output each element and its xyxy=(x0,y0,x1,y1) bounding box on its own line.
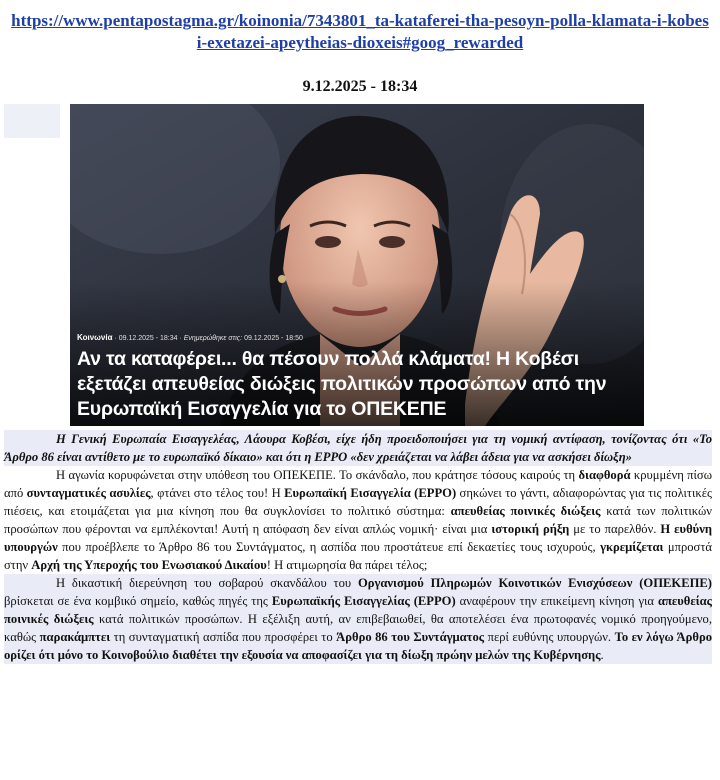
p2-text: Η αγωνία κορυφώνεται στην υπόθεση του ΟΠΕΚΕΠΕ. Το σκάνδαλο, που κράτησε τόσους καιρούς τη xyxy=(56,468,579,482)
hero-image xyxy=(70,104,644,426)
p3-bold: Ευρωπαϊκής Εισαγγελίας (ΕΡΡΟ) xyxy=(271,594,456,608)
source-url-link[interactable]: https://www.pentapostagma.gr/koinonia/7343801_ta-kataferei-tha-pesoyn-polla-klamata-i-kobesi-exetazei-apeytheias-dioxeis#goog_rewarded xyxy=(11,11,709,52)
p2-bold: Η ευθύνη υπουργών xyxy=(4,522,712,554)
p3-text: αναφέρουν την επικείμενη κίνηση για xyxy=(455,594,658,608)
p2-text: μπροστά στην xyxy=(4,540,713,572)
hero-title: Αν τα καταφέρει... θα πέσουν πολλά κλάματα! Η Κοβέσι εξετάζει απευθείας διώξεις πολιτικών προσώπων από την Ευρωπαϊκή Εισαγγελία για το ΟΠΕΚΕΠΕ xyxy=(77,348,607,420)
paragraph-3 xyxy=(4,574,712,664)
p1-quote: δεν χρειάζεται να λάβει άδεια για να ασκήσει δίωξη xyxy=(356,450,626,464)
p2-bold: απευθείας ποινικές διώξεις xyxy=(450,504,601,518)
p3-bold: Το εν λόγω Άρθρο ορίζει ότι μόνο το Κοινοβούλιο διαθέτει την εξουσία να αποφασίζει για τη δίωξη πρώην μελών της Κυβέρνησης xyxy=(4,630,712,662)
p3-text: κατά πολιτικών προσώπων. Η εξέλιξη αυτή, αν επιβεβαιωθεί, θα αποτελέσει ένα πρωτοφανές νομικό προηγούμενο, καθώς xyxy=(4,612,713,644)
p1-text: » xyxy=(625,450,632,464)
p3-bold: απευθείας ποινικές διώξεις xyxy=(4,594,712,626)
p3-bold: Οργανισμού Πληρωμών Κοινοτικών Ενισχύσεων (ΟΠΕΚΕΠΕ) xyxy=(357,576,712,590)
p3-text: Η δικαστική διερεύνηση του σοβαρού σκανδάλου του xyxy=(56,576,358,590)
article-body xyxy=(4,430,712,664)
paragraph-1 xyxy=(4,430,712,466)
p2-bold: ιστορική ρήξη xyxy=(491,522,570,536)
p3-text: περί ευθύνης υπουργών. xyxy=(484,630,615,644)
p2-text: ! Η ατιμωρησία θα πάρει τέλος; xyxy=(266,558,428,572)
updated-label: Ενημερώθηκε στις: xyxy=(183,335,243,342)
p3-text: βρίσκεται σε ένα κομβικό σημείο, καθώς πηγές της xyxy=(4,594,272,608)
p2-text: , φτάνει στο τέλος του! Η xyxy=(150,486,285,500)
p2-bold: Ευρωπαϊκή Εισαγγελία (ΕΡΡΟ) xyxy=(284,486,457,500)
p1-text: » και ότι η ΕΡΡΟ « xyxy=(256,450,357,464)
p2-bold: γκρεμίζεται xyxy=(600,540,664,554)
p2-bold: διαφθορά xyxy=(578,468,631,482)
p2-bold: Αρχή της Υπεροχής του Ενωσιακού Δικαίου xyxy=(31,558,267,572)
p1-quote: Το Άρθρο 86 είναι αντίθετο με το ευρωπαϊκό δίκαιο xyxy=(4,432,712,464)
decorative-block xyxy=(4,104,60,138)
paragraph-2 xyxy=(4,466,712,574)
article-date: 9.12.2025 - 18:34 xyxy=(302,78,418,95)
p3-text: . xyxy=(600,648,604,662)
category-label[interactable]: Κοινωνία xyxy=(77,333,113,342)
p3-bold: Άρθρο 86 του Συντάγματος xyxy=(336,630,485,644)
p3-text: τη συνταγματική ασπίδα που προσφέρει το xyxy=(110,630,337,644)
updated-time: 09.12.2025 - 18:50 xyxy=(244,335,303,342)
p2-bold: συνταγματικές ασυλίες xyxy=(26,486,151,500)
p2-text: κατά των πολιτικών προσώπων που φέρονται να εμπλέκονται! Αυτή η απόφαση δεν είναι απλώς νομική· είναι μια xyxy=(4,504,712,536)
p2-text: κρυμμένη πίσω από xyxy=(4,468,713,500)
p1-text: Η Γενική Ευρωπαία Εισαγγελέας, Λάουρα Κοβέσι, είχε ήδη προειδοποιήσει για τη νομική αντίφαση, τονίζοντας ότι « xyxy=(56,432,700,446)
p2-text: με το παρελθόν. xyxy=(569,522,661,536)
p3-bold: παρακάμπτει xyxy=(39,630,111,644)
p2-text: που προέβλεπε το Άρθρο 86 του Συντάγματος, η ασπίδα που προστάτευε επί δεκαετίες τους ισχυρούς, xyxy=(57,540,601,554)
p2-text: σηκώνει το γάντι, αδιαφορώντας για τις πολιτικές πιέσεις, και ετοιμάζεται για μια κίνηση που θα συγκλονίσει το πολιτικό σύστημα: xyxy=(4,486,712,518)
hero-meta xyxy=(77,333,303,342)
published-time: · 09.12.2025 - 18:34 · xyxy=(114,335,182,342)
